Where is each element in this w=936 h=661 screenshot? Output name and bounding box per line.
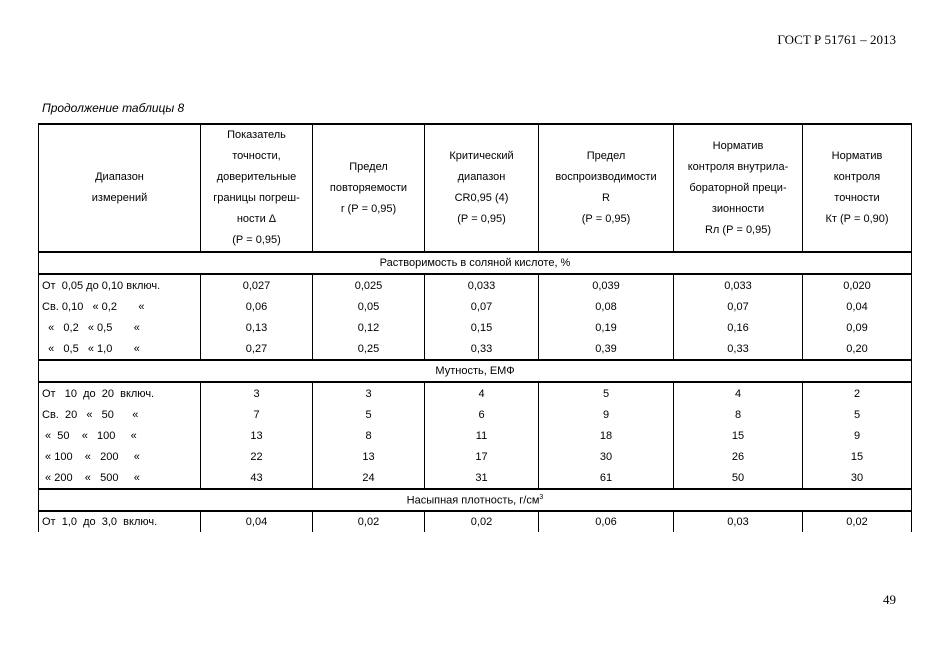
value-cell: 22	[201, 446, 313, 467]
value-cell: 4	[674, 382, 803, 404]
range-cell: Св. 0,10 « 0,2 «	[39, 296, 201, 317]
table-row	[39, 511, 912, 532]
section-row	[39, 360, 912, 382]
value-cell: 0,19	[539, 317, 674, 338]
section-row	[39, 489, 912, 511]
header-line: измерений	[91, 192, 148, 204]
value-cell: 4	[425, 382, 539, 404]
header-line: R	[602, 192, 610, 204]
value-cell: 0,05	[313, 296, 425, 317]
header-line: Rл (Р = 0,95)	[704, 223, 772, 236]
header-line: Предел	[586, 150, 626, 162]
header-accuracy-control	[803, 124, 912, 252]
value-cell: 9	[803, 425, 912, 446]
value-cell: 0,039	[539, 274, 674, 296]
table-header-row	[39, 124, 912, 252]
value-cell: 13	[313, 446, 425, 467]
section-row	[39, 252, 912, 274]
value-cell: 0,033	[425, 274, 539, 296]
header-line: точности	[834, 192, 880, 204]
header-precision-control	[674, 124, 803, 252]
value-cell: 24	[313, 467, 425, 489]
value-cell: 7	[201, 404, 313, 425]
value-cell: 11	[425, 425, 539, 446]
range-cell: От 1,0 до 3,0 включ.	[39, 511, 201, 532]
value-cell: 0,02	[313, 511, 425, 532]
value-cell: 0,020	[803, 274, 912, 296]
header-accuracy	[201, 124, 313, 252]
value-cell: 3	[201, 382, 313, 404]
table-caption: Продолжение таблицы 8	[42, 101, 185, 115]
value-cell: 0,08	[539, 296, 674, 317]
header-line: воспроизводимости	[555, 171, 657, 183]
table-row	[39, 425, 912, 446]
section-title-cell	[39, 489, 912, 511]
header-line: (Р = 0,95)	[232, 234, 281, 246]
header-line: контроля	[833, 171, 881, 183]
value-cell: 0,033	[674, 274, 803, 296]
value-cell: 8	[674, 404, 803, 425]
range-cell: « 200 « 500 «	[39, 467, 201, 489]
section-title: Насыпная плотность, г/см	[406, 494, 540, 507]
value-cell: 26	[674, 446, 803, 467]
header-line: границы погреш-	[213, 192, 300, 204]
value-cell: 0,25	[313, 338, 425, 360]
range-cell: « 50 « 100 «	[39, 425, 201, 446]
value-cell: 15	[803, 446, 912, 467]
value-cell: 9	[539, 404, 674, 425]
header-line: бораторной преци-	[689, 181, 787, 194]
value-cell: 0,06	[539, 511, 674, 532]
range-cell: От 0,05 до 0,10 включ.	[39, 274, 201, 296]
value-cell: 15	[674, 425, 803, 446]
value-cell: 0,03	[674, 511, 803, 532]
header-repeatability	[313, 124, 425, 252]
section-title-superscript: 3	[539, 493, 544, 501]
range-cell: « 0,2 « 0,5 «	[39, 317, 201, 338]
value-cell: 18	[539, 425, 674, 446]
header-line: Показатель	[227, 129, 286, 141]
value-cell: 5	[803, 404, 912, 425]
value-cell: 2	[803, 382, 912, 404]
value-cell: 0,13	[201, 317, 313, 338]
header-line: Норматив	[831, 150, 883, 162]
page-number: 49	[883, 592, 896, 607]
value-cell: 3	[313, 382, 425, 404]
value-cell: 0,09	[803, 317, 912, 338]
value-cell: 0,04	[201, 511, 313, 532]
section-title: Растворимость в соляной кислоте, %	[39, 252, 912, 274]
value-cell: 17	[425, 446, 539, 467]
value-cell: 0,16	[674, 317, 803, 338]
value-cell: 6	[425, 404, 539, 425]
table-row	[39, 467, 912, 489]
value-cell: 5	[539, 382, 674, 404]
header-line: Критический	[449, 150, 514, 162]
value-cell: 30	[803, 467, 912, 489]
table-row	[39, 317, 912, 338]
range-cell: Св. 20 « 50 «	[39, 404, 201, 425]
table-row	[39, 338, 912, 360]
value-cell: 0,027	[201, 274, 313, 296]
table-row	[39, 446, 912, 467]
document-standard-number: ГОСТ Р 51761 – 2013	[777, 32, 896, 47]
value-cell: 61	[539, 467, 674, 489]
value-cell: 0,33	[674, 338, 803, 360]
header-line: доверительные	[216, 171, 297, 183]
header-line: зионности	[711, 202, 765, 215]
value-cell: 0,02	[425, 511, 539, 532]
table-row	[39, 296, 912, 317]
header-line: Предел	[349, 160, 388, 173]
value-cell: 8	[313, 425, 425, 446]
header-line: повторяемости	[329, 181, 408, 194]
value-cell: 0,02	[803, 511, 912, 532]
table-row	[39, 382, 912, 404]
value-cell: 0,07	[425, 296, 539, 317]
value-cell: 0,07	[674, 296, 803, 317]
value-cell: 0,12	[313, 317, 425, 338]
range-cell: От 10 до 20 включ.	[39, 382, 201, 404]
value-cell: 0,39	[539, 338, 674, 360]
value-cell: 0,06	[201, 296, 313, 317]
header-line: Норматив	[712, 139, 764, 152]
value-cell: 0,04	[803, 296, 912, 317]
header-line: Диапазон	[95, 171, 144, 183]
header-line: (Р = 0,95)	[457, 213, 506, 225]
value-cell: 0,27	[201, 338, 313, 360]
value-cell: 50	[674, 467, 803, 489]
header-line: ности Δ	[236, 213, 277, 225]
header-line: контроля внутрила-	[687, 160, 789, 173]
header-line: Кт (Р = 0,90)	[825, 213, 889, 225]
data-table	[38, 123, 912, 532]
range-cell: « 0,5 « 1,0 «	[39, 338, 201, 360]
table-row	[39, 404, 912, 425]
header-line: точности,	[232, 150, 281, 162]
value-cell: 31	[425, 467, 539, 489]
header-range	[39, 124, 201, 252]
header-reproducibility	[539, 124, 674, 252]
value-cell: 0,33	[425, 338, 539, 360]
section-title: Мутность, ЕМФ	[39, 360, 912, 382]
value-cell: 0,20	[803, 338, 912, 360]
value-cell: 5	[313, 404, 425, 425]
value-cell: 0,025	[313, 274, 425, 296]
header-line: r (Р = 0,95)	[340, 202, 397, 215]
header-critical-range	[425, 124, 539, 252]
header-line: (Р = 0,95)	[581, 213, 631, 225]
header-line: диапазон	[457, 171, 506, 183]
value-cell: 13	[201, 425, 313, 446]
range-cell: « 100 « 200 «	[39, 446, 201, 467]
value-cell: 30	[539, 446, 674, 467]
header-line: CR0,95 (4)	[454, 192, 509, 204]
value-cell: 43	[201, 467, 313, 489]
table-row	[39, 274, 912, 296]
value-cell: 0,15	[425, 317, 539, 338]
